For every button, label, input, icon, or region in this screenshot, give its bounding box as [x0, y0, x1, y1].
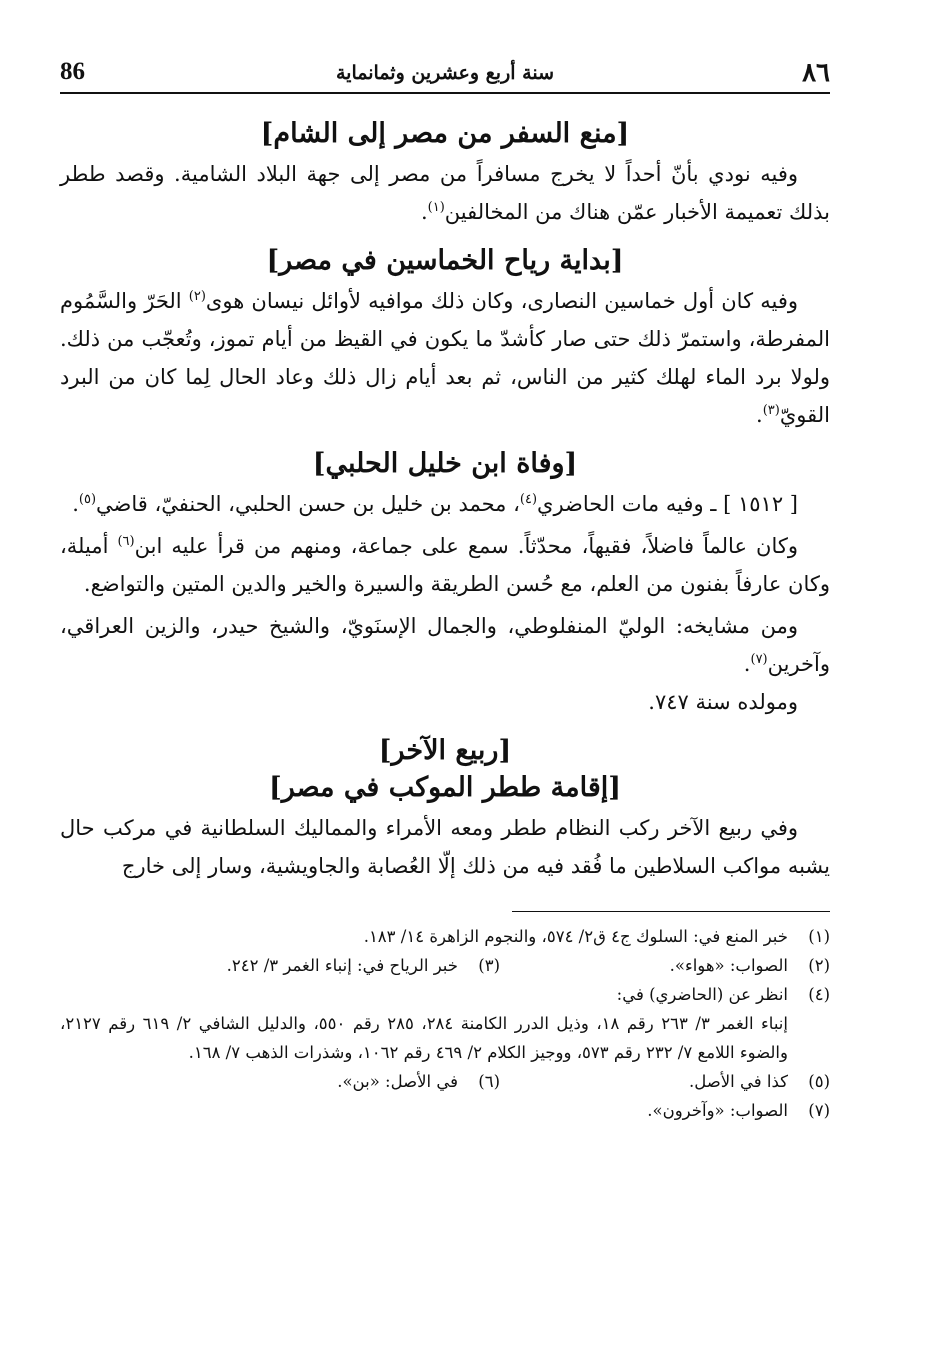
- footnote: (٦) في الأصل: «بن».: [337, 1072, 500, 1091]
- footnote: (٢) الصواب: «هواء».: [669, 956, 830, 975]
- footnote-continuation: إنباء الغمر ٣/ ٢٦٣ رقم ١٨، وذيل الدرر الكامنة ٢٨٤، ٢٨٥ رقم ٥٥٠، والدليل الشافي ٢/ ٦١٩ رقم ٢١٢٧، والضوء اللامع ٧/ ٢٣٢ رقم ٥٧٣، ووجيز الكلام ٢/ ٤٦٩ رقم ١٠٦٢، وشذرات الذهب ٧/ ١٦٨.: [60, 1014, 788, 1062]
- section-heading: [وفاة ابن خليل الحلبي]: [312, 448, 578, 479]
- footnote: (٣) خبر الرياح في: إنباء الغمر ٣/ ٢٤٢.: [226, 956, 500, 975]
- footnote: (١) خبر المنع في: السلوك ج٤ ق٢/ ٥٧٤، والنجوم الزاهرة ١٤/ ١٨٣.: [363, 927, 830, 946]
- footnote-ref: (٢): [188, 289, 206, 304]
- month-heading: [ربيع الآخر]: [378, 735, 512, 766]
- paragraph: وفي ربيع الآخر ركب النظام ططر ومعه الأمراء والمماليك السلطانية في مركب حال يشبه مواكب السلاطين ما فُقد فيه من ذلك إلّا العُصابة والجاويشية، وسار إلى خارج: [60, 816, 830, 878]
- page-number-latin: 86: [60, 58, 85, 85]
- footnotes: [60, 922, 830, 1125]
- footnote-ref: (٣): [762, 403, 780, 418]
- footnote: (٤) انظر عن (الحاضري) في:: [616, 985, 830, 1004]
- footnote-row: [60, 1067, 830, 1096]
- paragraph: ومن مشايخه: الوليّ المنفلوطي، والجمال الإسنَويّ، والشيخ حيدر، والزين العراقي، وآخرين$^{(٧)}$.: [60, 614, 830, 676]
- section-heading: [إقامة ططر الموكب في مصر]: [268, 772, 622, 803]
- paragraph: وفيه نودي بأنّ أحداً لا يخرج مسافراً من مصر إلى جهة البلاد الشامية. وقصد ططر بذلك تعميمة الأخبار عمّن هناك من المخالفين$^{(١)}$.: [60, 162, 830, 224]
- section-heading: [بداية رياح الخماسين في مصر]: [266, 245, 624, 276]
- footnote-ref: (٦): [117, 534, 135, 549]
- footnote: (٥) كذا في الأصل.: [689, 1072, 830, 1091]
- footnote-ref: (١): [427, 200, 445, 215]
- book-page: [60, 48, 830, 1125]
- footnote-row: [60, 951, 830, 980]
- running-title: سنة أربع وعشرين وثمانماية: [335, 62, 554, 84]
- footnote: (٧) الصواب: «وآخرون».: [647, 1101, 830, 1120]
- page-body: [60, 118, 830, 885]
- paragraph: ومولده سنة ٧٤٧.: [648, 690, 798, 714]
- footnote-ref: (٤): [519, 492, 538, 507]
- page-header: [60, 48, 830, 94]
- paragraph: وفيه كان أول خماسين النصارى، وكان ذلك موافيه لأوائل نيسان هوى$^{(٢)}$ الحَرّ والسَّمُوم المفرطة، واستمرّ ذلك حتى صار كأشدّ ما يكون في القيظ من أيام تموز، وتُعجّب من ذلك. ولولا برد الماء لهلك كثير من الناس، ثم بعد أيام زال ذلك وعاد الحال لِما كان من البرد القويّ$^{(٣)}$.: [60, 289, 830, 427]
- biography-entry: [ ١٥١٢ ] ـ وفيه مات الحاضري$^{(٤)}$، محمد بن خليل بن حسن الحلبي، الحنفيّ، قاضي$^{(٥)}$.: [72, 492, 798, 516]
- footnote-ref: (٥): [78, 492, 97, 507]
- section-heading: [منع السفر من مصر إلى الشام]: [260, 118, 630, 149]
- footnote-separator: [512, 911, 830, 912]
- paragraph: وكان عالماً فاضلاً، فقيهاً، محدّثاً. سمع على جماعة، ومنهم من قرأ عليه ابن$^{(٦)}$ أميلة، وكان عارفاً بفنون من العلم، مع حُسن الطريقة والسيرة والخير والدين المتين والتواضع.: [60, 534, 830, 596]
- footnote-ref: (٧): [750, 652, 768, 667]
- page-number-arabic: ٨٦: [802, 58, 830, 88]
